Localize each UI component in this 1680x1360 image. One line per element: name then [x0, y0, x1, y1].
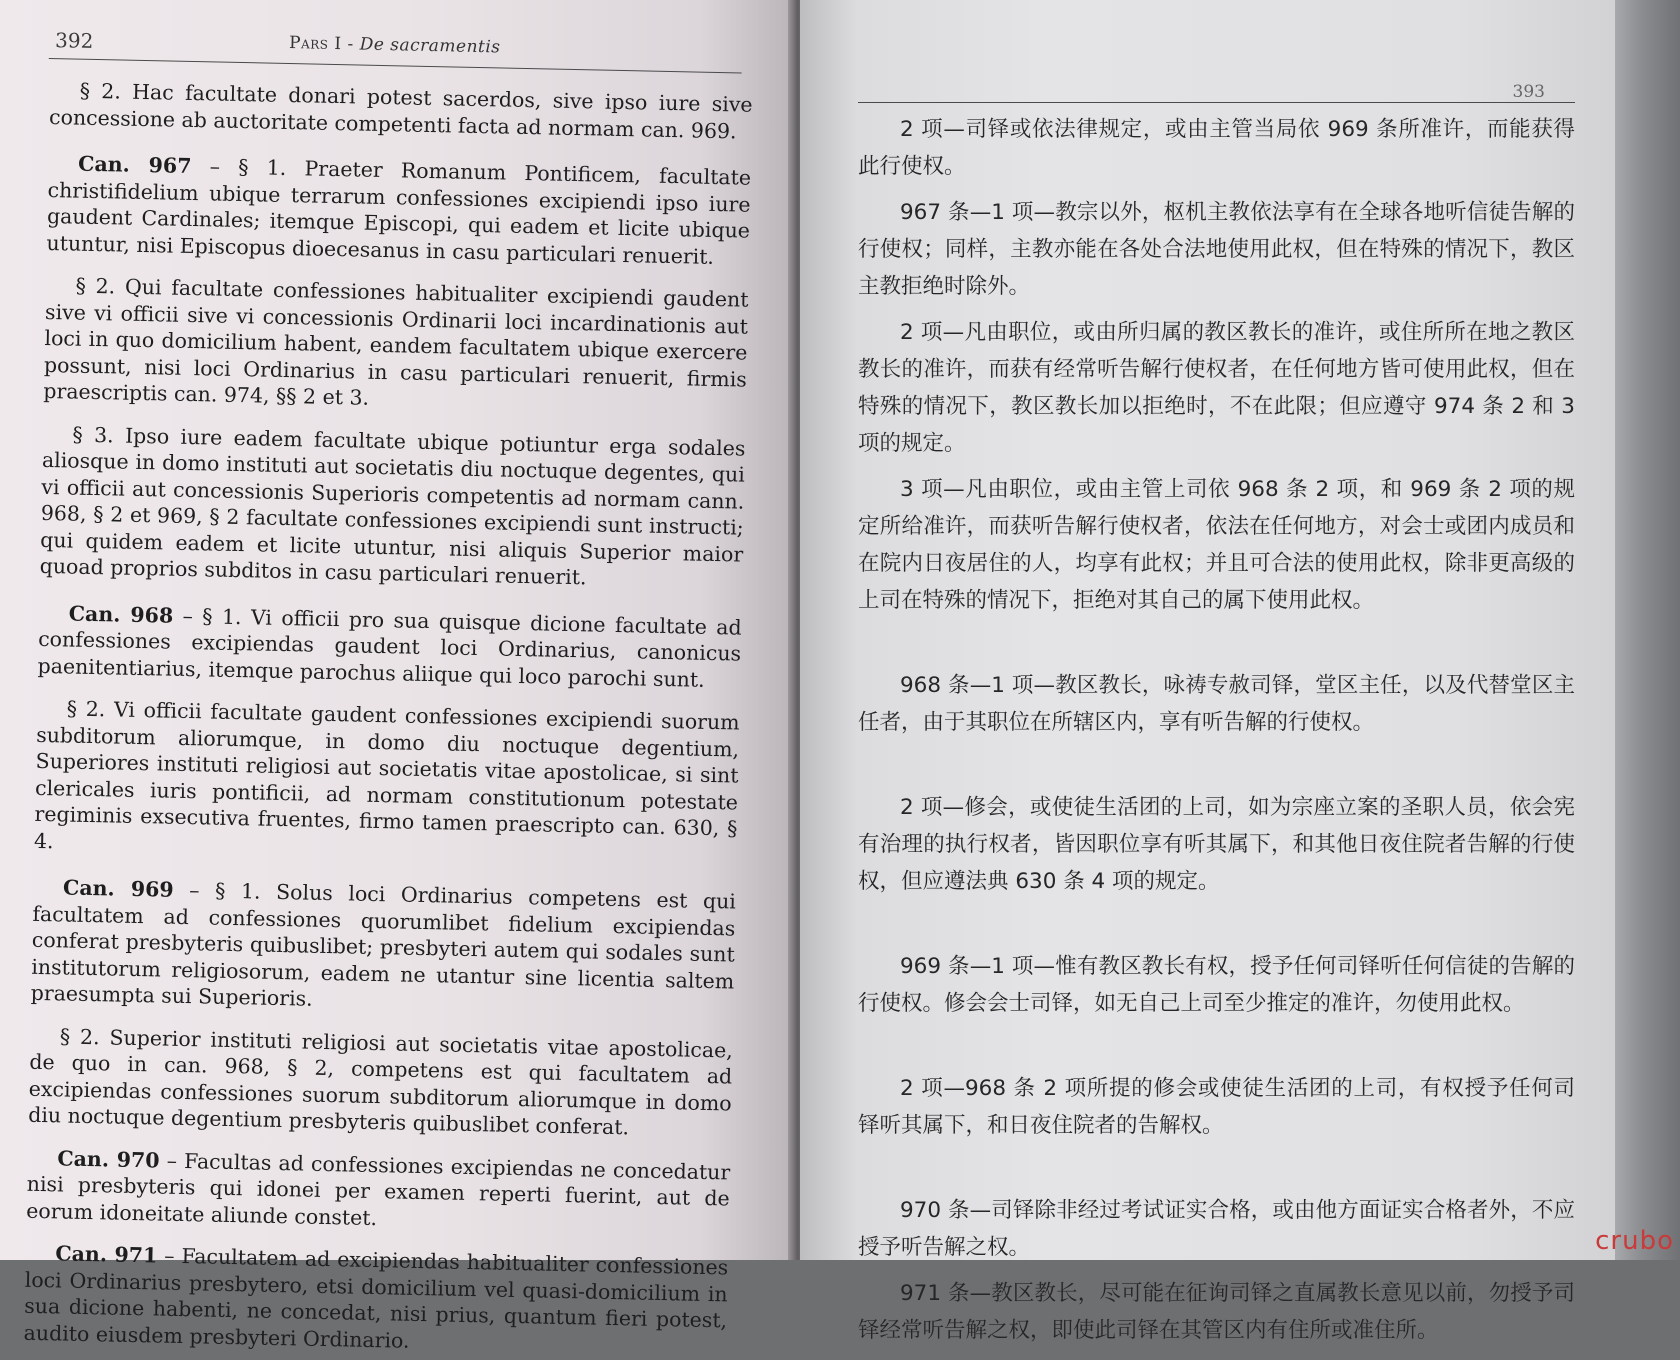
latin-paragraph: [37, 599, 742, 693]
right-page: [800, 0, 1615, 1343]
latin-paragraph: [49, 77, 753, 145]
running-head-separator: -: [341, 34, 360, 55]
chinese-paragraph: 2 项—司铎或依法律规定，或由主管当局依 969 条所准许，而能获得此行使权。: [858, 117, 1575, 179]
latin-paragraph: [28, 1022, 733, 1143]
chinese-paragraph: 968 条—1 项—教区教长，咏祷专赦司铎，堂区主任，以及代替堂区主任者，由于其职位在所辖区内，享有听告解的行使权。: [858, 673, 1575, 735]
running-head-section: De sacramentis: [359, 34, 501, 58]
latin-paragraph: [39, 420, 745, 594]
chinese-paragraph: 967 条—1 项—教宗以外，枢机主教依法享有在全球各地听信徒告解的行使权；同样，主教亦能在各处合法地使用此权，但在特殊的情况下，教区主教拒绝时除外。: [858, 200, 1575, 299]
chinese-paragraph: 2 项—凡由职位，或由所归属的教区教长的准许，或住所所在地之教区教长的准许，而获有经常听告解行使权者，在任何地方皆可使用此权，但在特殊的情况下，教区教长加以拒绝时，不在此限；但应遵守 974 条 2 和 3 项的规定。: [858, 320, 1575, 456]
latin-paragraph: [26, 1144, 731, 1238]
chinese-paragraph: 3 项—凡由职位，或由主管上司依 968 条 2 项，和 969 条 2 项的规定所给准许，而获听告解行使权者，依法在任何地方，对会士或团内成员和在院内日夜居住的人，均享有此权；并且可合法的使用此权，除非更高级的上司在特殊的情况下，拒绝对其自己的属下使用此权。: [858, 477, 1575, 613]
right-running-head: [858, 54, 1575, 103]
paragraph-text: § 2. Vi officii facultate gaudent confessiones excipiendi suorum subditorum aliorumque, in domo diu noctuque degentium, Superiores instituti religiosi aut societatis vitae apostolicae, si sint clericales iuris pontificii, ad normam constitutionum potestate regiminis exsecutiva fruentes, firmo tamen praescripto can. 630, § 4.: [33, 696, 740, 853]
chinese-paragraph: 969 条—1 项—惟有教区教长有权，授予任何司铎听任何信徒的告解的行使权。修会会士司铎，如无自己上司至少推定的准许，勿使用此权。: [858, 954, 1575, 1016]
paragraph-text: – Facultatem ad excipiendas habitualiter confessiones loci Ordinarius presbytero, etsi domicilium vel quasi-domicilium in sua dicione habenti, ne concedat, nisi prius, quantum fieri potest, audito eiusdem presbyteri Ordinario.: [23, 1243, 729, 1353]
latin-paragraph: [23, 1240, 728, 1360]
canon-label: Can. 970: [57, 1145, 160, 1173]
paragraph-text: – Facultas ad confessiones excipiendas ne concedatur nisi presbyteris qui idonei per examen reperti fuerint, aut de eorum idoneitate aliunde constet.: [26, 1148, 731, 1230]
canon-label: Can. 968: [68, 601, 174, 628]
latin-text: [23, 77, 752, 1360]
paragraph-text: – § 1. Vi officii pro sua quisque dicione facultate ad confessiones excipiendas gaudent loci Ordinarius, canonicus paenitentiarius, itemque parochus aliique qui loco parochi sunt.: [37, 603, 742, 692]
chinese-paragraph: 2 项—修会，或使徒生活团的上司，如为宗座立案的圣职人员，依会宪有治理的执行权者，皆因职位享有听其属下，和其他日夜住院者告解的行使权，但应遵法典 630 条 4 项的规定。: [858, 795, 1575, 894]
chinese-paragraph: 970 条—司铎除非经过考试证实合格，或由他方面证实合格者外，不应授予听告解之权。: [858, 1198, 1575, 1260]
right-page-number: 393: [1512, 82, 1545, 102]
paragraph-text: § 3. Ipso iure eadem facultate ubique potiuntur erga sodales aliosque in domo instituti aut societatis diu noctuque degentes, qui vi officii aut concessionis Superioris competentis ad normam cann. 968, § 2 et 969, § 2 facultate confessiones excipiendi sunt instructi; qui quidem eadem et licite utuntur, nisi aliquis Superior maior quoad proprios subditos in casu particulari renuerit.: [39, 422, 746, 590]
latin-paragraph: [43, 272, 749, 419]
canon-label: Can. 971: [55, 1241, 158, 1268]
paragraph-text: § 2. Qui facultate confessiones habitualiter excipiendi gaudent sive vi officii sive vi concessionis Ordinarii loci incardinationis aut loci in quo domicilium habent, eandem facultatem ubique exercere possunt, nisi loci Ordinarius in casu particulari renuerit, firmis praescriptis can. 974, §§ 2 et 3.: [43, 273, 749, 410]
canon-label: Can. 967: [77, 151, 192, 178]
chinese-paragraph: 2 项—968 条 2 项所提的修会或使徒生活团的上司，有权授予任何司铎听其属下，和日夜住院者的告解权。: [858, 1076, 1575, 1138]
chinese-paragraph: 971 条—教区教长，尽可能在征询司铎之直属教长意见以前，勿授予司铎经常听告解之权，即使此司铎在其管区内有住所或准住所。: [858, 1281, 1575, 1343]
page-stack-edge: [1615, 0, 1680, 1260]
running-head-title: [289, 33, 501, 57]
paragraph-text: § 2. Hac facultate donari potest sacerdos, sive ipso iure sive concessione ab auctoritate competenti facta ad normam can. 969.: [48, 78, 753, 143]
left-running-head: [49, 0, 743, 74]
paragraph-text: – § 1. Solus loci Ordinarius competens est qui facultatem ad confessiones quorumlibet fidelium excipiendas conferat presbyteris quibuslibet; presbyteri autem qui sodales sunt institutorum religiosorum, eadem ne utantur sine licentia saltem praesumpta sui Superioris.: [30, 877, 737, 1011]
latin-paragraph: [34, 695, 740, 869]
left-page-number: 392: [54, 28, 94, 53]
chinese-text: [858, 111, 1575, 1349]
latin-paragraph: [31, 874, 737, 1021]
canon-label: Can. 969: [62, 875, 174, 902]
latin-paragraph: [46, 150, 751, 271]
paragraph-text: § 2. Superior instituti religiosi aut societatis vitae apostolicae, de quo in can. 968, § 2, competens est qui facultatem ad excipiendas confessiones suorum subditorum aliorumque in domo diu noctuque degentium presbyteris quibuslibet conferat.: [28, 1023, 734, 1140]
left-page: [0, 0, 795, 1353]
running-head-pars: Pars I: [288, 33, 342, 55]
paragraph-text: – § 1. Praeter Romanum Pontificem, facultate christifidelium ubique terrarum confessiones excipiendi ipso iure gaudent Cardinales; itemque Episcopi, qui eadem et licite ubique utuntur, nisi Episcopus dioecesanus in casu particulari renuerit.: [46, 153, 752, 269]
watermark: crubo: [1595, 1226, 1674, 1256]
